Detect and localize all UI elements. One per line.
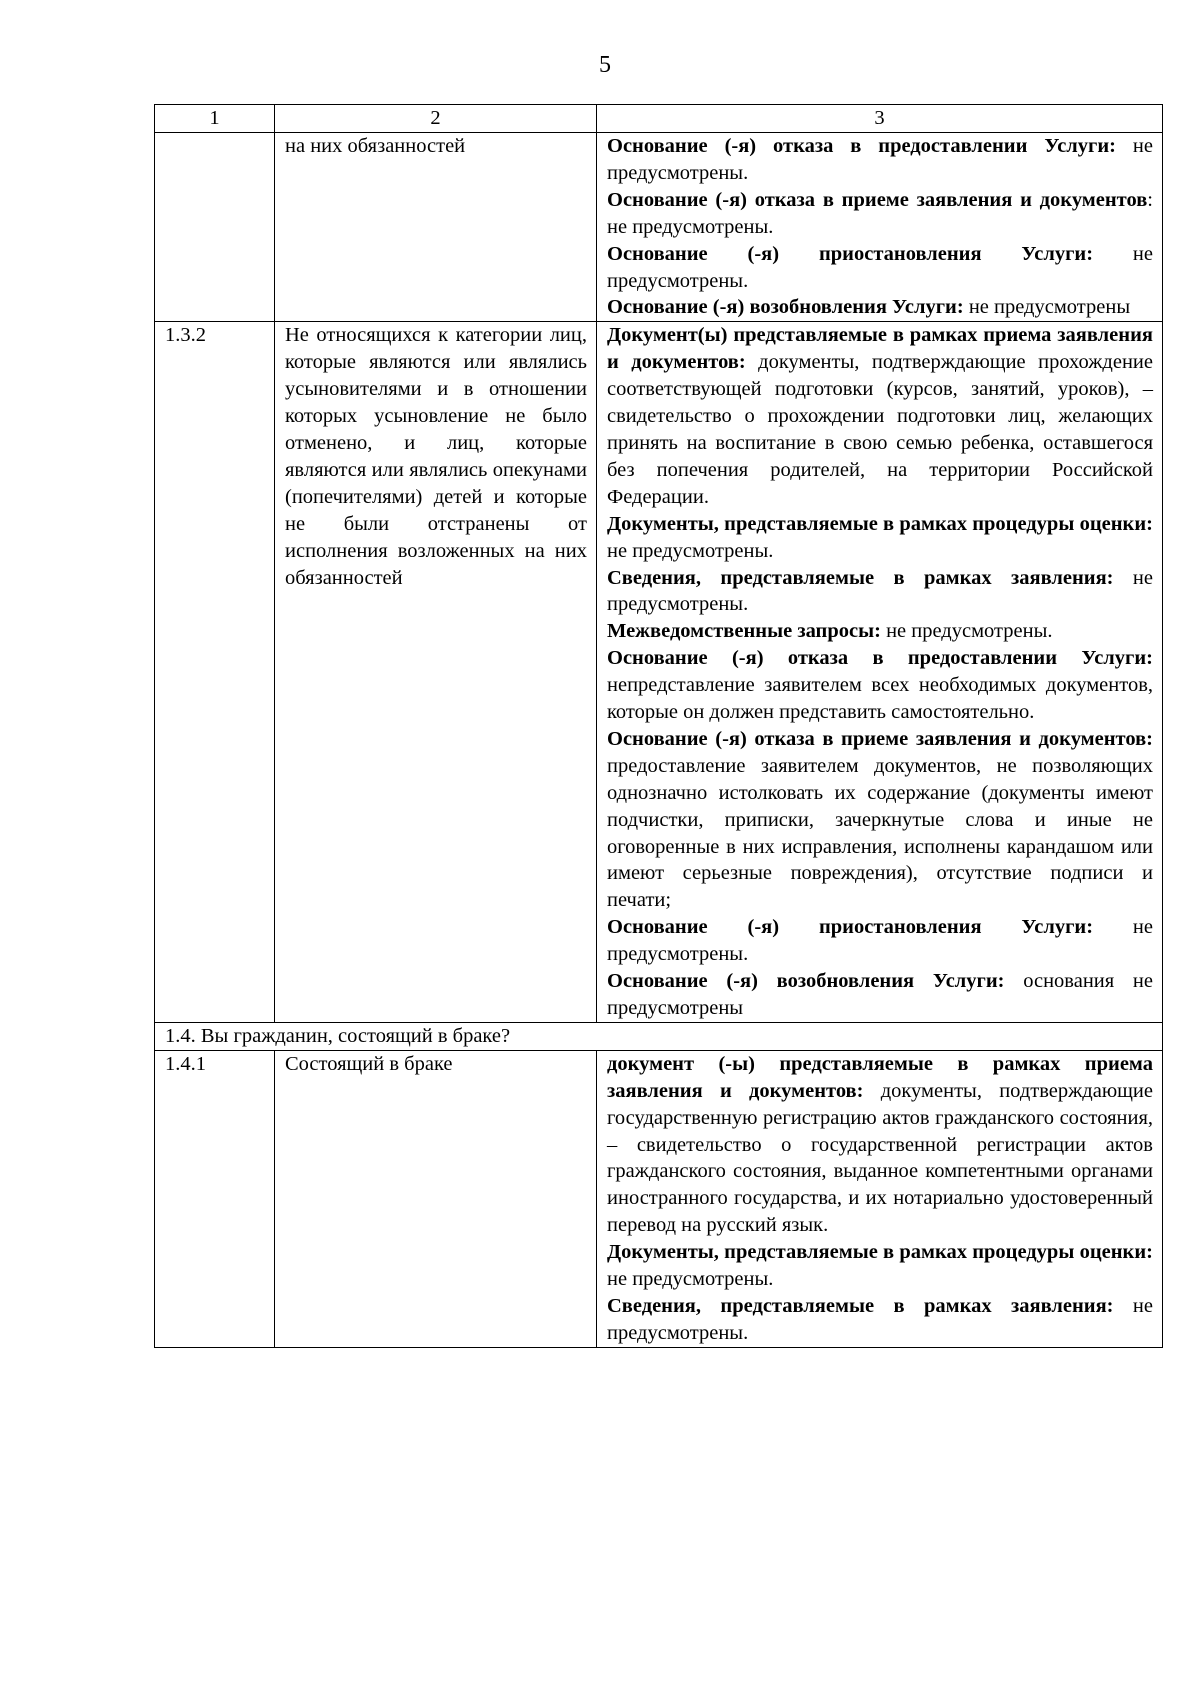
section-row	[155, 1022, 1163, 1050]
paragraph-label: Основание (-я) возобновления Услуги:	[607, 296, 964, 319]
content-paragraph	[607, 511, 1153, 565]
paragraph-label: Основание (-я) приостановления Услуги:	[607, 916, 1094, 939]
paragraph-text: предоставление заявителем документов, не позволяющих однозначно истолковать их содержание (документы имеют подчистки, приписки, зачеркнутые слова и иные не оговоренные в них исправления, исполнены карандашом или имеют серьезные повреждения), отсутствие подписи и печати;	[607, 754, 1153, 912]
content-paragraph	[607, 645, 1153, 726]
paragraph-label: Основание (-я) возобновления Услуги:	[607, 970, 1005, 993]
paragraph-label: Основание (-я) отказа в предоставлении Услуги:	[607, 135, 1116, 157]
row-criterion: Не относящихся к категории лиц, которые являются или являлись усыновителями и в отношении которых усыновление не было отменено, и лиц, которые являются или являлись опекунами (попечителями) детей и которые не были отстранены от исполнения возложенных на них обязанностей	[275, 322, 597, 1023]
content-paragraph	[607, 914, 1153, 968]
paragraph-text: не предусмотрены.	[607, 1268, 774, 1291]
content-paragraph	[607, 618, 1153, 645]
paragraph-text: не предусмотрены.	[607, 916, 1153, 966]
paragraph-label: Документы, представляемые в рамках процедуры оценки:	[607, 1241, 1153, 1264]
paragraph-text: не предусмотрены.	[607, 539, 774, 562]
paragraph-text: не предусмотрены	[963, 296, 1131, 319]
content-paragraph	[607, 322, 1153, 510]
content-paragraph	[607, 1051, 1153, 1239]
row-number	[155, 133, 275, 322]
paragraph-text: не предусмотрены.	[607, 1294, 1153, 1344]
paragraph-label: Документы, представляемые в рамках процедуры оценки:	[607, 512, 1153, 535]
content-paragraph	[607, 565, 1153, 619]
paragraph-label: Сведения, представляемые в рамках заявления:	[607, 566, 1114, 589]
row-content	[597, 322, 1163, 1023]
content-paragraph	[607, 1239, 1153, 1293]
content-paragraph	[607, 726, 1153, 914]
paragraph-label: документ (-ы) представляемые в рамках приема заявления и документов:	[607, 1052, 1153, 1102]
content-paragraph	[607, 968, 1153, 1022]
paragraph-text: не предусмотрены.	[607, 242, 1153, 292]
row-criterion: на них обязанностей	[275, 133, 597, 322]
content-paragraph	[607, 294, 1153, 321]
table-row	[155, 1050, 1163, 1347]
table-header-row	[155, 105, 1163, 133]
paragraph-label: Сведения, представляемые в рамках заявления:	[607, 1294, 1114, 1317]
paragraph-label: Основание (-я) приостановления Услуги:	[607, 242, 1094, 265]
row-content	[597, 133, 1163, 322]
paragraph-text: непредставление заявителем всех необходимых документов, которые он должен представить самостоятельно.	[607, 674, 1153, 724]
column-header-2: 2	[275, 105, 597, 133]
table-row	[155, 322, 1163, 1023]
content-paragraph	[607, 1293, 1153, 1347]
page-number: 5	[599, 52, 611, 78]
paragraph-label: Межведомственные запросы:	[607, 620, 881, 643]
column-header-1: 1	[155, 105, 275, 133]
paragraph-text: документы, подтверждающие прохождение соответствующей подготовки (курсов, занятий, уроков), – свидетельство о прохождении подготовки лиц, желающих принять на воспитание в свою семью ребенка, оставшегося без попечения родителей, на территории Российской Федерации.	[607, 351, 1153, 508]
paragraph-text: основания не предусмотрены	[607, 970, 1153, 1019]
paragraph-text: не предусмотрены.	[880, 620, 1053, 643]
content-paragraph	[607, 187, 1153, 241]
paragraph-text: не предусмотрены.	[607, 566, 1153, 616]
row-criterion: Состоящий в браке	[275, 1050, 597, 1347]
requirements-table	[154, 104, 1163, 1348]
row-number: 1.4.1	[155, 1050, 275, 1347]
content-paragraph	[607, 241, 1153, 295]
row-content	[597, 1050, 1163, 1347]
table-row	[155, 133, 1163, 322]
paragraph-label: Основание (-я) отказа в предоставлении Услуги:	[607, 647, 1153, 670]
paragraph-label: Основание (-я) отказа в приеме заявления и документов:	[607, 727, 1153, 750]
column-header-3: 3	[597, 105, 1163, 133]
content-paragraph	[607, 133, 1153, 187]
paragraph-label: Документ(ы) представляемые в рамках приема заявления и документов:	[607, 324, 1153, 374]
paragraph-text: : не предусмотрены.	[607, 188, 1153, 238]
paragraph-label: Основание (-я) отказа в приеме заявления и документов	[607, 188, 1148, 211]
section-heading: 1.4. Вы гражданин, состоящий в браке?	[155, 1022, 1163, 1050]
paragraph-text: не предусмотрены.	[607, 135, 1153, 184]
row-number: 1.3.2	[155, 322, 275, 1023]
paragraph-text: документы, подтверждающие государственную регистрацию актов гражданского состояния, – свидетельство о государственной регистрации актов гражданского состояния, выданное компетентными органами иностранного государства, и их нотариально удостоверенный перевод на русский язык.	[607, 1079, 1153, 1237]
